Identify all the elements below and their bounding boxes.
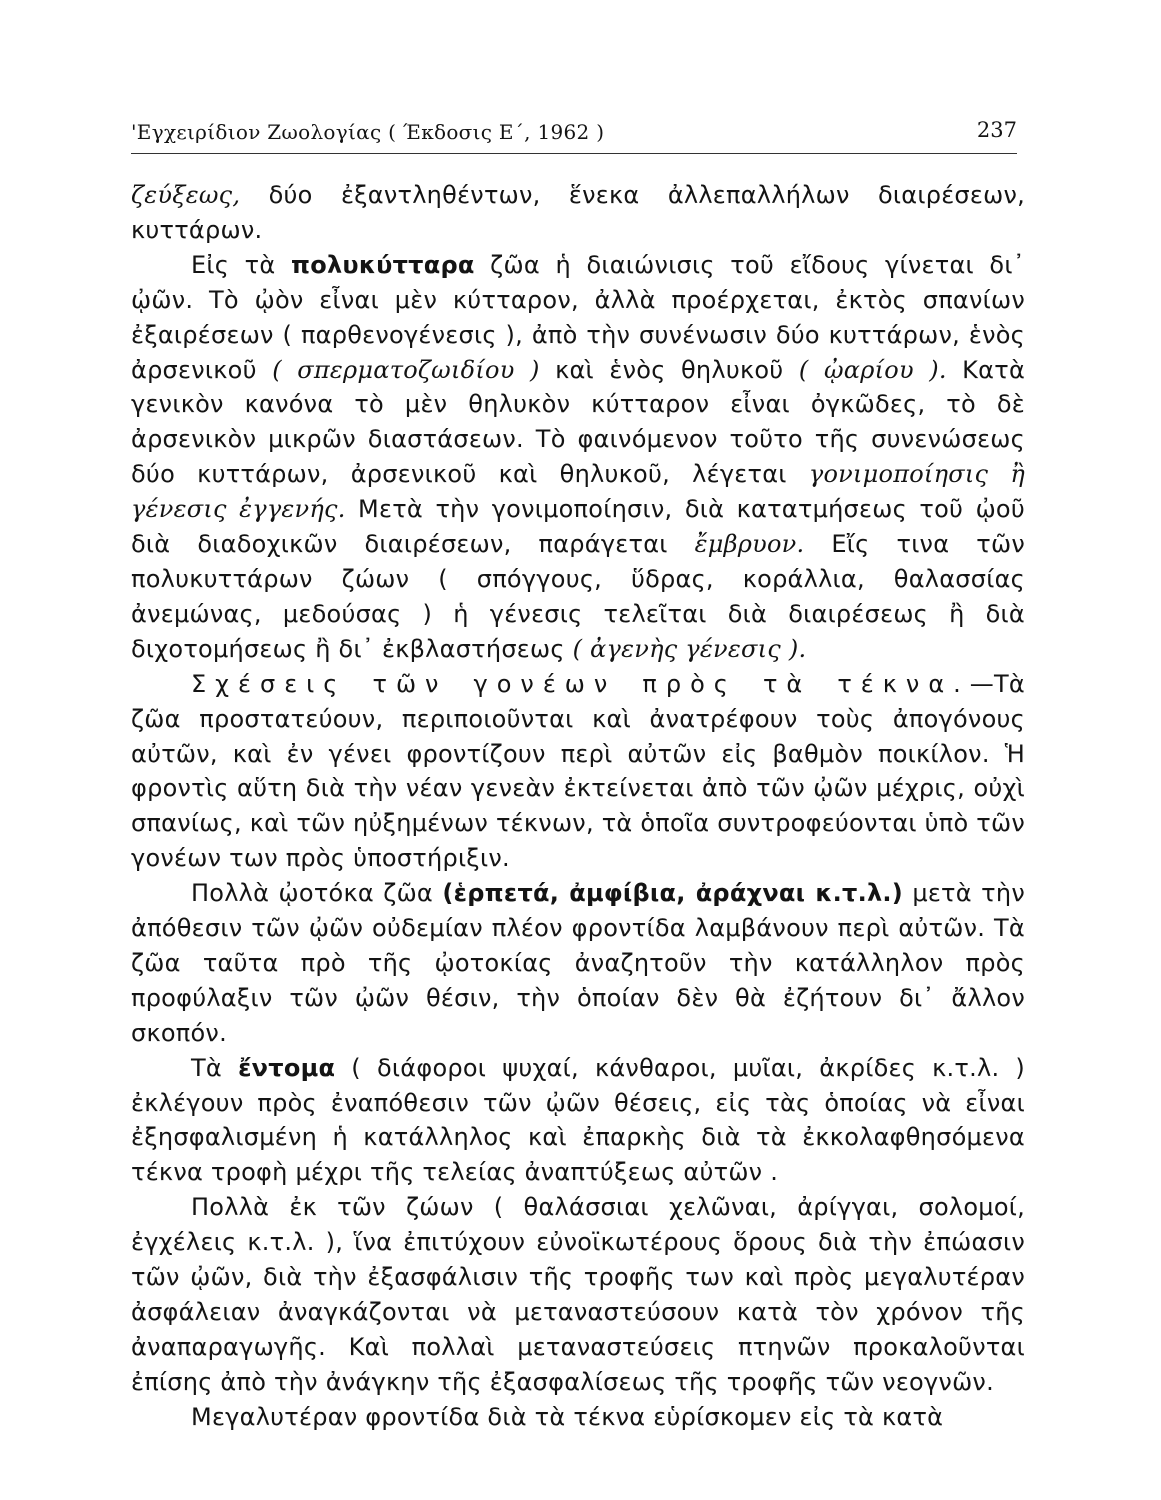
text-run: Πολλὰ ᾠοτόκα ζῶα <box>191 879 443 908</box>
italic-term: ἔμβρυον. <box>694 530 805 559</box>
paragraph-5 <box>131 1051 1025 1191</box>
italic-term: ( ἀγενὴς γένεσις ). <box>572 634 807 663</box>
text-run: μετὰ τὴν ἀπόθεσιν τῶν ᾠῶν οὐδεμίαν πλέον φροντίδα λαμβάνουν περὶ αὐτῶν. Τὰ ζῶα ταῦτα πρὸ τῆς ᾠοτοκίας ἀναζητοῦν τὴν κατάλληλον πρὸς προφύλαξιν τῶν ᾠῶν θέσιν, τὴν ὁποίαν δὲν θὰ ἐζήτουν δι᾿ ἄλλον σκοπόν. <box>131 879 1025 1047</box>
section-heading: Σχέσεις τῶν γονέων πρὸς τὰ τέκνα. <box>191 669 970 698</box>
italic-term: ( σπερματοζωιδίου ) <box>272 355 540 384</box>
text-run: Εἰς τὰ <box>191 250 291 279</box>
page-number: 237 <box>976 118 1017 142</box>
header-rule <box>131 153 1017 154</box>
bold-term: (ἑρπετά, ἀμφίβια, ἀράχναι κ.τ.λ.) <box>442 879 903 908</box>
text-run: Τὰ <box>191 1053 239 1082</box>
text-run: δύο ἐξαντληθέντων, ἕνεκα ἀλλεπαλλήλων διαιρέσεων, κυττάρων. <box>131 181 1025 244</box>
text-run: Μετὰ τὴν γονιμοποίησιν, διὰ κατατμήσεως τοῦ ᾠοῦ διὰ διαδοχικῶν διαιρέσεων, παράγεται <box>131 495 1025 559</box>
running-head <box>131 116 1017 152</box>
text-run: Πολλὰ ἐκ τῶν ζώων ( θαλάσσιαι χελῶναι, ἀρίγγαι, σολομοί, ἐγχέλεις κ.τ.λ. ), ἵνα ἐπιτύχουν εὐνοϊκωτέρους ὅρους διὰ τὴν ἐπώασιν τῶν ᾠῶν, διὰ τὴν ἐξασφάλισιν τῆς τροφῆς των καὶ πρὸς μεγαλυτέραν ἀσφάλειαν ἀναγκάζονται νὰ μεταναστεύσουν κατὰ τὸν χρόνον τῆς ἀναπαραγωγῆς. Καὶ πολλαὶ μεταναστεύσεις πτηνῶν προκαλοῦνται ἐπίσης ἀπὸ τὴν ἀνάγκην τῆς ἐξασφαλίσεως τῆς τροφῆς τῶν νεογνῶν. <box>131 1193 1025 1396</box>
bold-term: ἔντομα <box>238 1053 336 1082</box>
bold-term: πολυκύτταρα <box>290 250 475 279</box>
paragraph-3 <box>131 667 1025 876</box>
paragraph-7 <box>131 1400 1025 1435</box>
italic-term: ( ᾠαρίου ). <box>798 355 947 384</box>
paragraph-2 <box>131 248 1025 667</box>
text-run: ( διάφοροι ψυχαί, κάνθαροι, μυῖαι, ἀκρίδες κ.τ.λ. ) ἐκλέγουν πρὸς ἐναπόθεσιν τῶν ᾠῶν θέσεις, εἰς τὰς ὁποίας νὰ εἶναι ἐξησφαλισμένη ἡ κατάλληλος καὶ ἐπαρκὴς διὰ τὰ ἐκκολαφθησόμενα τέκνα τροφὴ μέχρι τῆς τελείας ἀναπτύξεως αὐτῶν . <box>131 1053 1026 1187</box>
text-run: Εἴς τινα τῶν πολυκυττάρων ζώων ( σπόγγους, ὕδρας, κοράλλια, θαλασσίας ἀνεμώνας, μεδούσας ) ἡ γένεσις τελεῖται διὰ διαιρέσεως ἢ διὰ διχοτομήσεως ἢ δι᾿ ἐκβλαστήσεως <box>131 530 1025 663</box>
paragraph-1 <box>131 178 1025 248</box>
text-run: ζῶα ἡ διαιώνισις τοῦ εἴδους γίνεται δι᾿ ᾠῶν. Τὸ ᾠὸν εἶναι μὲν κύτταρον, ἀλλὰ προέρχεται, ἐκτὸς σπανίων ἐξαιρέσεων ( παρθενογένεσις ), ἀπὸ τὴν συνένωσιν δύο κυττάρων, ἑνὸς ἀρσενικοῦ <box>131 250 1025 384</box>
text-run: καὶ ἑνὸς θηλυκοῦ <box>539 355 799 384</box>
text-run: —Τὰ ζῶα προστατεύουν, περιποιοῦνται καὶ ἀνατρέφουν τοὺς ἀπογόνους αὐτῶν, καὶ ἐν γένει φροντίζουν περὶ αὐτῶν εἰς βαθμὸν ποικίλον. Ἡ φροντὶς αὕτη διὰ τὴν νέαν γενεὰν ἐκτείνεται ἀπὸ τῶν ᾠῶν μέχρις, οὐχὶ σπανίως, καὶ τῶν ηὐξημένων τέκνων, τὰ ὁποῖα συντροφεύονται ὑπὸ τῶν γονέων των πρὸς ὑποστήριξιν. <box>131 669 1026 873</box>
paragraph-6 <box>131 1190 1025 1399</box>
italic-term: γονιμοποίησις ἢ γένεσις ἐγγενής. <box>131 460 1026 524</box>
text-run: Μεγαλυτέραν φροντίδα διὰ τὰ τέκνα εὑρίσκομεν εἰς τὰ κατὰ <box>191 1402 944 1431</box>
text-run: Κατὰ γενικὸν κανόνα τὸ μὲν θηλυκὸν κύτταρον εἶναι ὀγκῶδες, τὸ δὲ ἀρσενικὸν μικρῶν διαστάσεων. Τὸ φαινόμενον τοῦτο τῆς συνενώσεως δύο κυττάρων, ἀρσενικοῦ καὶ θηλυκοῦ, λέγεται <box>131 355 1026 489</box>
body-text <box>131 178 1025 1435</box>
italic-term: ζεύξεως, <box>131 181 241 209</box>
book-title: 'Εγχειρίδιον Ζωολογίας ( Έκδοσις Ε΄, 1962 ) <box>131 120 605 144</box>
paragraph-4 <box>131 876 1025 1051</box>
